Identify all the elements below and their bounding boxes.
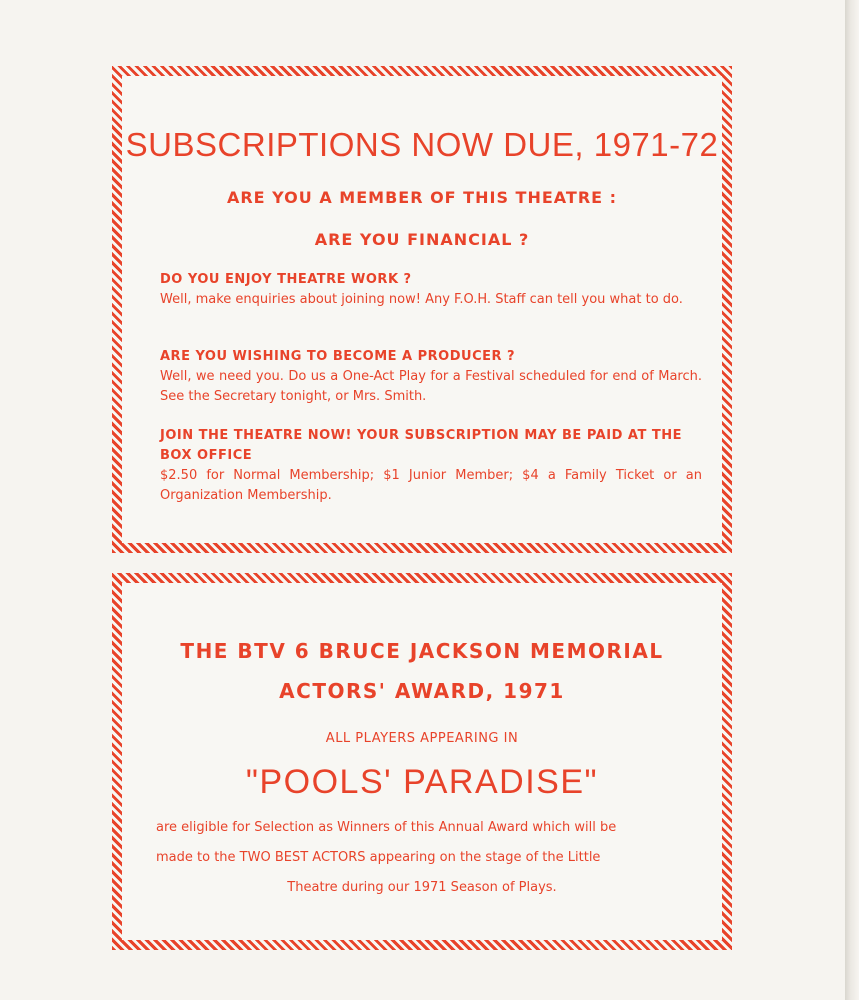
section-heading: ARE YOU WISHING TO BECOME A PRODUCER ? — [160, 349, 516, 364]
play-title: "POOLS' PARADISE" — [245, 763, 599, 801]
financial-question: ARE YOU FINANCIAL ? — [314, 230, 530, 249]
players-line: ALL PLAYERS APPEARING IN — [325, 731, 519, 746]
subscriptions-panel — [112, 66, 732, 553]
award-title-line2: ACTORS' AWARD, 1971 — [279, 679, 565, 703]
description-line: are eligible for Selection as Winners of this Annual Award which will be — [156, 820, 617, 835]
section-body: Well, we need you. Do us a One-Act Play for a Festival scheduled for end of March. See the Secretary tonight, or Mrs. Smith. — [160, 369, 702, 404]
section-body: Well, make enquiries about joining now! Any F.O.H. Staff can tell you what to do. — [160, 292, 683, 307]
award-panel — [112, 573, 732, 950]
section-heading: DO YOU ENJOY THEATRE WORK ? — [160, 272, 412, 287]
section-body: $2.50 for Normal Membership; $1 Junior Member; $4 a Family Ticket or an Organization Membership. — [160, 468, 702, 503]
award-description — [156, 813, 688, 903]
description-line: Theatre during our 1971 Season of Plays. — [287, 880, 557, 895]
description-line: made to the TWO BEST ACTORS appearing on the stage of the Little — [156, 850, 601, 865]
section-theatre-work — [160, 270, 702, 310]
award-title-line1: THE BTV 6 BRUCE JACKSON MEMORIAL — [180, 639, 664, 663]
section-producer — [160, 347, 702, 407]
section-join — [160, 426, 702, 506]
section-heading: JOIN THE THEATRE NOW! YOUR SUBSCRIPTION MAY BE PAID AT THE BOX OFFICE — [160, 428, 682, 463]
page-edge — [845, 0, 859, 1000]
subscriptions-title: SUBSCRIPTIONS NOW DUE, 1971-72 — [125, 126, 719, 163]
member-question: ARE YOU A MEMBER OF THIS THEATRE : — [226, 188, 618, 207]
